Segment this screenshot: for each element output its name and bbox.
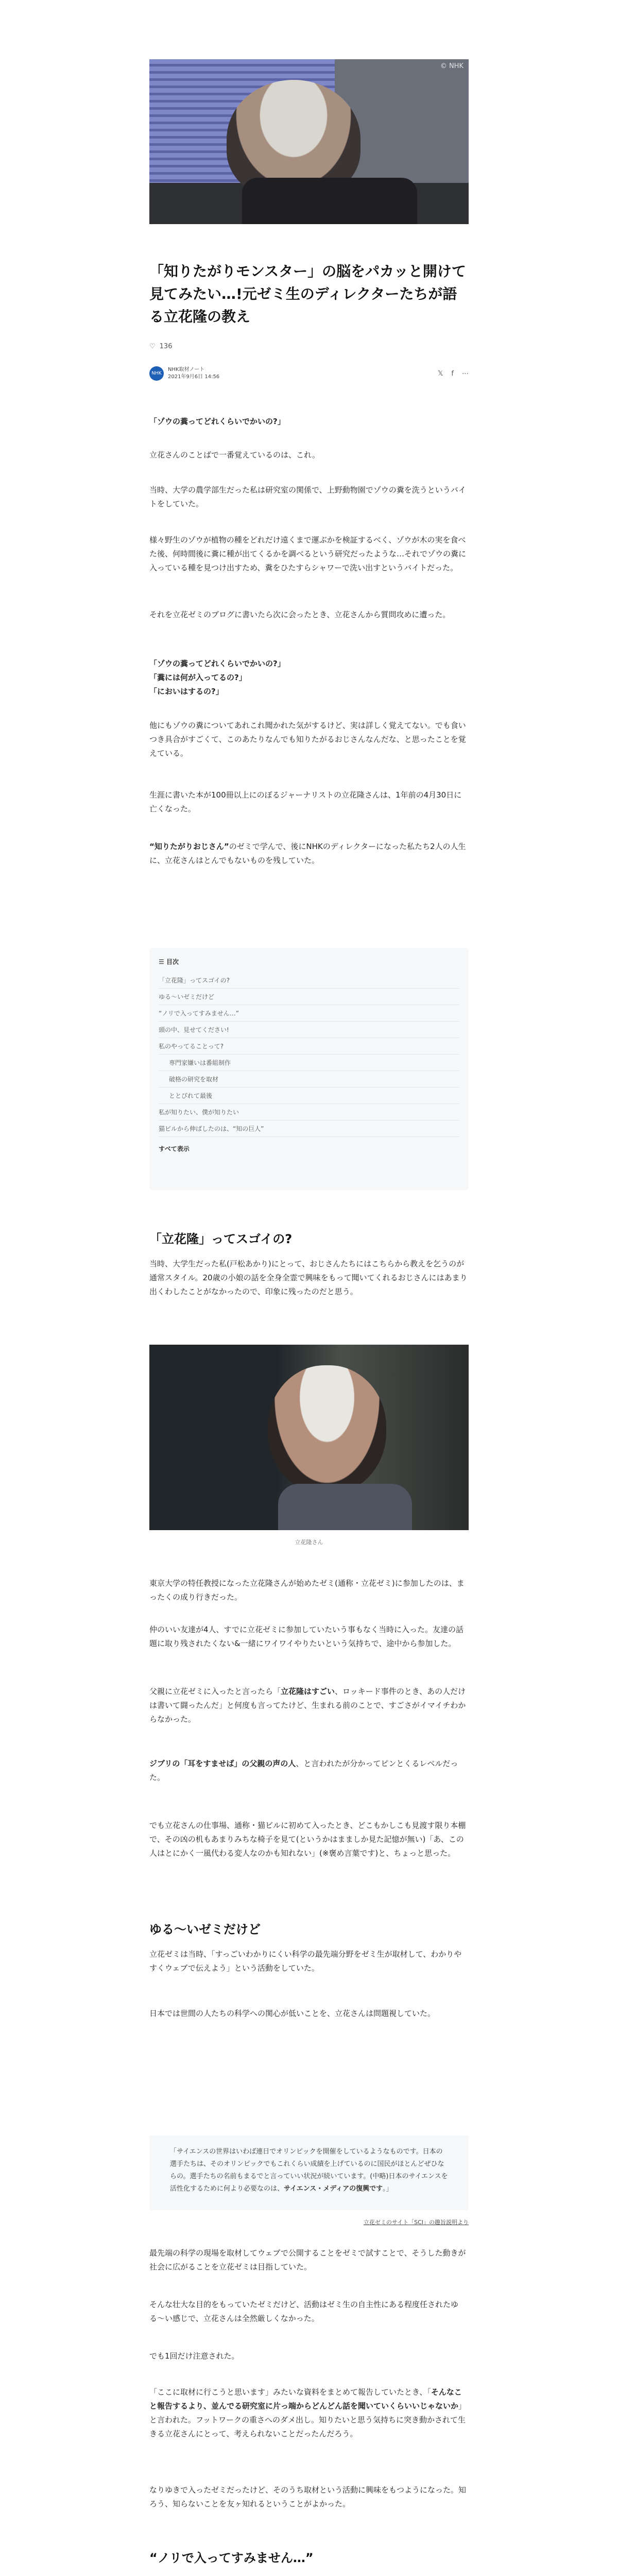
photo-face (268, 1365, 386, 1494)
paragraph: 様々野生のゾウが植物の種をどれだけ遠くまで運ぶかを検証するべく、ゾウが木の実を食べた後、何時間後に糞に種が出てくるかを調べるという研究だったような…それでゾウの糞に入っている種を見つけ出すため、糞をひたすらシャワーで洗い出すというバイトだった。 (149, 535, 467, 572)
paragraph: 最先端の科学の現場を取材してウェブで公開することをゼミで試すことで、そうした動きが社会に広がることを立花ゼミは目指していた。 (149, 2248, 466, 2272)
paragraph: 当時、大学の農学部生だった私は研究室の関係で、上野動物園でゾウの糞を洗うというバイトをしていた。 (149, 485, 466, 509)
paragraph (149, 1757, 469, 1785)
paragraph (149, 2385, 469, 2441)
toc-item[interactable]: 「立花隆」ってスゴイの? (159, 972, 459, 989)
heart-icon: ♡ (149, 343, 156, 350)
like-button[interactable] (149, 343, 172, 350)
section-heading: “ノリで入ってすみません…” (149, 2551, 314, 2565)
paragraph: 立花さんのことばで一番覚えているのは、これ。 (149, 450, 320, 460)
paragraph (149, 1685, 469, 1726)
quote-source-link[interactable]: 立花ゼミのサイト「SCI」の趣旨説明より (363, 2219, 469, 2226)
toc-item[interactable]: 猫ビルから伸ばしたのは、“知の巨人” (159, 1121, 459, 1137)
author-avatar[interactable]: NHK (149, 366, 164, 381)
text: 父親に立花ゼミに入ったと言ったら「 (149, 1687, 281, 1696)
toc-item[interactable]: ゆる〜いゼミだけど (159, 989, 459, 1005)
like-count: 136 (159, 343, 173, 350)
paragraph: それを立花ゼミのブログに書いたら次に会ったとき、立花さんから質問攻めに遭った。 (149, 610, 451, 619)
table-of-contents (149, 948, 469, 1190)
hero-image (149, 59, 469, 224)
toc-title: ☰ 目次 (159, 958, 179, 965)
toc-head-label: 目次 (166, 958, 179, 965)
author-bar (149, 363, 469, 384)
text: 、ロッキード事件のとき、あの人だけは書いて闘ったんだ」と何度も言ってたけど、生まれる前のことで、すごさがイマイチわからなかった。 (149, 1687, 466, 1724)
paragraph: 仲のいい友達が4人、すでに立花ゼミに参加していたいう事もなく当時に入った。友達の話題に取り残されたくない&一緒にワイワイやりたいという気持ちで、途中から参加した。 (149, 1625, 464, 1648)
paragraph: 他にもゾウの糞についてあれこれ聞かれた気がするけど、実は詳しく覚えてない。でも食いつき具合がすごくて、このあたりなんでも知りたがるおじさんなんだな、と思ったことを覚えている。 (149, 721, 466, 758)
quote-line: 「糞には何が入ってるの?」 (149, 673, 247, 682)
person-shirt (242, 178, 417, 224)
text: 、と言われたが分かってピンとくるレベルだった。 (149, 1759, 458, 1782)
share-buttons (438, 370, 469, 378)
toc-subitem[interactable]: 専門家嫌いは番組制作 (159, 1055, 459, 1071)
photo-shirt (278, 1484, 412, 1530)
quote-text: 。」 (383, 2185, 393, 2193)
emphasis: 立花隆はすごい (281, 1687, 335, 1696)
text: 「ここに取材に行こうと思います」みたいな資料をまとめて報告していたとき、「 (149, 2387, 431, 2397)
x-icon[interactable]: 𝕏 (437, 369, 443, 378)
facebook-icon[interactable]: f (451, 369, 454, 378)
text: 」と言われた。フットワークの重さへのダメ出し。知りたいと思う気持ちに突き動かされて生きる立花さんにとって、考えられないことだったんだろう。 (149, 2401, 467, 2438)
paragraph: 生涯に書いた本が100冊以上にのぼるジャーナリストの立花隆さんは、1年前の4月30日に亡くなった。 (149, 790, 462, 814)
paragraph: 東京大学の特任教授になった立花隆さんが始めたゼミ(通称・立花ゼミ)に参加したのは、まったくの成り行きだった。 (149, 1579, 465, 1602)
paragraph: 立花ゼミは当時、「すっごいわかりにくい科学の最先端分野をゼミ生が取材して、わかりやすくウェブで伝えよう」という活動をしていた。 (149, 1950, 462, 1973)
quote-elephant: 「ゾウの糞ってどれくらいでかいの?」 (149, 417, 285, 426)
toc-show-all-button[interactable]: すべて表示 (159, 1145, 190, 1153)
paragraph: 日本では世間の人たちの科学への関心が低いことを、立花さんは問題視していた。 (149, 2009, 436, 2018)
link-icon[interactable]: ⋯ (462, 369, 469, 378)
quote-line: 「ゾウの糞ってどれくらいでかいの?」 (149, 659, 285, 668)
toc-item[interactable]: 頭の中、見せてください! (159, 1022, 459, 1038)
author-info (168, 366, 219, 381)
paragraph: そんな壮大な目的をもっていたゼミだけど、活動はゼミ生の自主性にある程度任されたゆる〜い感じで、立花さんは全然厳しくなかった。 (149, 2300, 459, 2323)
toc-item[interactable]: “ノリで入ってすみません…” (159, 1005, 459, 1022)
quote-line: 「においはするの?」 (149, 687, 224, 696)
toc-subitem[interactable]: ととびれて最後 (159, 1088, 459, 1104)
page-title: 「知りたがりモンスター」の脳をパカッと開けて見てみたい…!元ゼミ生のディレクターたちが語る立花隆の教え (149, 263, 466, 325)
text: のゼミで学んで、後にNHKのディレクターになった私たち2人の人生に、立花さんはとんでもないものを残していた。 (149, 842, 466, 865)
toc-subitem[interactable]: 破格の研究を取材 (159, 1071, 459, 1088)
section-heading: 「立花隆」ってスゴイの? (149, 1232, 293, 1246)
photo-caption: 立花隆さん (295, 1539, 323, 1546)
paragraph: 当時、大学生だった私(戸松あかり)にとって、おじさんたちにはこちらから教えを乞うのが通常スタイル。20歳の小娘の話を全身全霊で興味をもって聞いてくれるおじさんにはあまり出くわしたことがなかったので、印象に残ったのだと思う。 (149, 1259, 468, 1296)
paragraph: なりゆきで入ったゼミだったけど、そのうち取材という活動に興味をもつようになった。知ろう、知らないことを友ヶ知れるということがよかった。 (149, 2485, 467, 2509)
paragraph: でも立花さんの仕事場、通称・猫ビルに初めて入ったとき、どこもかしこも見渡す限り本棚で、その凶の机もあまりみちな椅子を見て(というかはまましか見た記憶が無い)「あ、この人はとにかく一風代わる変人なのかも知れない」(※褒め言葉です)と、ちょっと思った。 (149, 1821, 466, 1858)
emphasis: “知りたがりおじさん” (149, 842, 229, 851)
image-credit: © NHK (440, 62, 464, 70)
toc-item[interactable]: 私が知りたい、僕が知りたい (159, 1104, 459, 1121)
section-heading: ゆる〜いゼミだけど (149, 1922, 261, 1937)
emphasis: そんなこと報告するより、並んでる研究室に片っ端からどんどん話を聞いていくらいいじゃないか (149, 2387, 462, 2411)
quote-emphasis: サイエンス・メディアの復興です (284, 2185, 383, 2193)
emphasis: ジブリの「耳をすませば」の父親の声の人 (149, 1759, 296, 1768)
publish-date: 2021年9月6日 14:56 (168, 374, 220, 380)
paragraph (149, 840, 469, 868)
quote-text: 「サイエンスの世界はいわば連日でオリンピックを開催をしているようなものです。日本の選手たちは、そのオリンピックでもこれくらい成績を上げているのに国民がほとんどぜひならの。選手たちの名前もまるでと言っていい状況が続いています。(中略)日本のサイエンスを活性化するために何より必要なのは、 (170, 2148, 448, 2193)
article-photo (149, 1345, 469, 1530)
toc-item[interactable]: 私のやってることって? (159, 1038, 459, 1055)
blockquote (149, 2136, 469, 2210)
author-name[interactable]: NHK取材ノート (168, 367, 205, 372)
paragraph: でも1回だけ注意された。 (149, 2351, 239, 2361)
